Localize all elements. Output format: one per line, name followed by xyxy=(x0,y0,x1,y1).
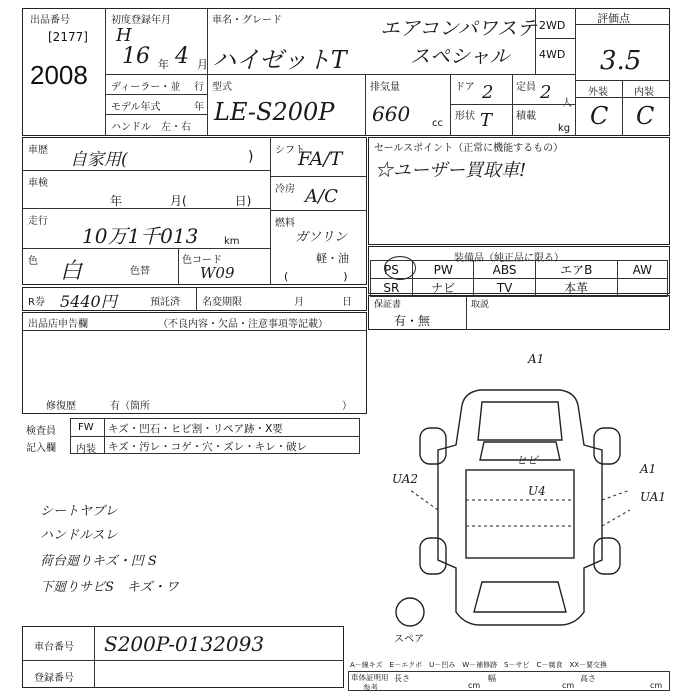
history-label: 車歴 xyxy=(28,145,48,156)
chassis-label: 車台番号 xyxy=(34,642,74,653)
wheel-fl xyxy=(420,428,446,464)
int-items: キズ・汚レ・コゲ・穴・ズレ・キレ・破レ xyxy=(108,441,308,453)
year-unit: 年 xyxy=(158,58,169,71)
recycle-month: 月 xyxy=(294,297,304,308)
era: H xyxy=(116,25,132,46)
color-code-label: 色コード xyxy=(182,255,222,266)
doors-label: ドア xyxy=(455,82,475,93)
repair-value: 有（箇所 xyxy=(110,401,150,412)
type-value: LE-S200P xyxy=(214,98,335,126)
manual-label: 取説 xyxy=(471,300,490,310)
name-deadline-label: 名変期限 xyxy=(202,297,242,308)
mileage-label: 走行 xyxy=(28,216,48,227)
drive-4wd[interactable]: 4WD xyxy=(539,48,566,61)
warranty-value[interactable]: 有・無 xyxy=(394,314,431,328)
equip-airbag[interactable]: エアB xyxy=(535,261,617,279)
wheel-rr xyxy=(594,538,620,574)
warranty-label: 保証書 xyxy=(374,300,402,310)
r-label: R券 xyxy=(28,297,45,308)
exterior-grade: C xyxy=(590,102,609,130)
recycle-day: 日 xyxy=(342,297,352,308)
equip-empty xyxy=(617,279,667,297)
name-grade-label: 車名・グレード xyxy=(212,15,282,26)
handle-label: ハンドル 左・右 xyxy=(111,122,191,133)
fuel-label: 燃料 xyxy=(275,218,295,229)
month-unit: 月 xyxy=(197,58,208,71)
note-3: 荷台廻りキズ・凹 S xyxy=(40,554,157,569)
equip-pw[interactable]: PW xyxy=(412,261,474,279)
history-close: ) xyxy=(248,149,254,165)
cc-unit: cc xyxy=(432,118,443,129)
mark-a1-right: A1 xyxy=(640,462,657,476)
interior-grade: C xyxy=(636,102,655,130)
ps-circle xyxy=(384,256,416,280)
fuel-paren: ( ) xyxy=(284,270,348,283)
fuel-value: ガソリン xyxy=(295,230,348,245)
load-label: 積載 xyxy=(516,111,536,122)
lot-label: 出品番号 xyxy=(30,15,70,26)
note-1: シートヤブレ xyxy=(40,504,118,519)
capacity-unit: 人 xyxy=(562,98,572,109)
rating-value: 3.5 xyxy=(600,46,642,76)
ref-label: 参考 xyxy=(363,683,378,692)
dealer-label: ディーラー・並 xyxy=(111,82,181,93)
chassis-value: S200P-0132093 xyxy=(104,632,265,656)
doors-value: 2 xyxy=(482,82,494,103)
height-unit: cm xyxy=(650,681,663,690)
type-label: 型式 xyxy=(212,82,232,93)
rating-label: 評価点 xyxy=(597,12,630,25)
inspector-label-1: 検査員 xyxy=(26,426,56,437)
legend-codes: A－線キズ E－エクボ U－凹み W－補修跡 S－サビ C－腐食 XX－要交換 xyxy=(350,661,608,669)
equip-sr[interactable]: SR xyxy=(371,279,413,297)
aircon-label: 冷房 xyxy=(275,184,295,195)
color-change-label: 色替 xyxy=(130,266,150,277)
inspection-label: 車検 xyxy=(28,178,48,189)
equip-abs[interactable]: ABS xyxy=(474,261,535,279)
shape-value: T xyxy=(480,110,493,131)
cab-outline xyxy=(478,402,562,440)
shift-value: FA/T xyxy=(298,148,343,170)
mark-ua2: UA2 xyxy=(392,472,419,486)
displacement-label: 排気量 xyxy=(370,82,400,93)
dealer-suffix: 行 xyxy=(194,82,204,93)
equip-tv[interactable]: TV xyxy=(474,279,535,297)
mark-u4: U4 xyxy=(528,484,546,498)
car-body-outline xyxy=(438,390,602,625)
displacement-value: 660 xyxy=(372,102,411,126)
mark-hibi: ヒビ xyxy=(516,454,538,467)
report-note: （不良内容・欠品・注意事項等記載） xyxy=(158,319,328,330)
equipment-label: 装備品（純正品に限る） xyxy=(454,253,564,264)
capacity-label: 定員 xyxy=(516,82,536,93)
height-label: 高さ xyxy=(580,674,596,683)
mileage-value: 10万1千013 xyxy=(82,224,199,248)
capacity-value: 2 xyxy=(540,82,552,103)
deposit-label: 預託済 xyxy=(150,297,180,308)
rear-outline xyxy=(474,582,566,612)
equip-leather[interactable]: 本革 xyxy=(535,279,617,297)
shift-label: シフト xyxy=(275,145,305,156)
wheel-fr xyxy=(594,428,620,464)
repair-label: 修復歴 xyxy=(46,401,76,412)
first-reg-label: 初度登録年月 xyxy=(111,15,171,26)
note-4: 下廻りサビS キズ・ワ xyxy=(40,580,179,595)
inspection-value: 年 月( 日) xyxy=(110,194,252,208)
fw-label: FW xyxy=(78,422,94,433)
year-code: 2008 xyxy=(30,60,88,90)
length-unit: cm xyxy=(468,681,481,690)
r-value: 5440円 xyxy=(60,292,117,311)
load-unit: kg xyxy=(558,123,571,134)
note-2: ハンドルスレ xyxy=(40,528,118,543)
truck-bed xyxy=(466,470,574,558)
length-label: 長さ xyxy=(394,674,410,683)
fw-items: キズ・凹石・ヒビ割・リペア跡・X要 xyxy=(108,423,283,435)
width-label: 幅 xyxy=(488,674,496,683)
history-value: 自家用( xyxy=(70,150,128,170)
inspector-label-2: 記入欄 xyxy=(26,443,56,454)
selling-points-label: セールスポイント（正常に機能するもの） xyxy=(374,143,564,154)
car-diagram xyxy=(370,350,670,650)
selling-points-value: ☆ユーザー買取車! xyxy=(375,160,527,181)
wheel-rl xyxy=(420,538,446,574)
reg-number-label: 登録番号 xyxy=(34,673,74,684)
spare-label: スペア xyxy=(394,634,424,645)
equip-aw[interactable]: AW xyxy=(617,261,667,279)
fuel-option: 軽・油 xyxy=(316,252,349,265)
width-unit: cm xyxy=(562,681,575,690)
mark-a1-top: A1 xyxy=(528,352,545,366)
color-code-value: W09 xyxy=(200,264,235,282)
grade-line2: スペシャル xyxy=(410,44,510,68)
equip-navi[interactable]: ナビ xyxy=(412,279,474,297)
spare-tire xyxy=(396,598,424,626)
km-unit: km xyxy=(224,236,240,247)
report-label: 出品店申告欄 xyxy=(28,319,88,330)
lot-number: [2177] xyxy=(48,30,88,44)
interior-label: 内装 xyxy=(634,87,654,98)
exterior-label: 外装 xyxy=(588,87,608,98)
reg-month: 4 xyxy=(175,44,189,69)
grade-line1: エアコンパワステ xyxy=(380,16,537,40)
model-year-suffix: 年 xyxy=(194,102,204,113)
cert-label: 車体証明用 xyxy=(351,673,389,682)
drive-2wd[interactable]: 2WD xyxy=(539,19,566,32)
equip-ps[interactable]: PS xyxy=(371,261,413,279)
color-value: 白 xyxy=(60,259,83,284)
reg-year: 16 xyxy=(122,44,150,69)
car-name: ハイゼットT xyxy=(212,46,347,74)
repair-close: ） xyxy=(342,401,352,412)
mark-ua1: UA1 xyxy=(640,490,667,504)
shape-label: 形状 xyxy=(455,111,475,122)
int-label: 内装 xyxy=(76,444,96,455)
model-year-label: モデル年式 xyxy=(111,102,161,113)
aircon-value: A/C xyxy=(305,186,338,207)
color-label: 色 xyxy=(28,256,38,267)
